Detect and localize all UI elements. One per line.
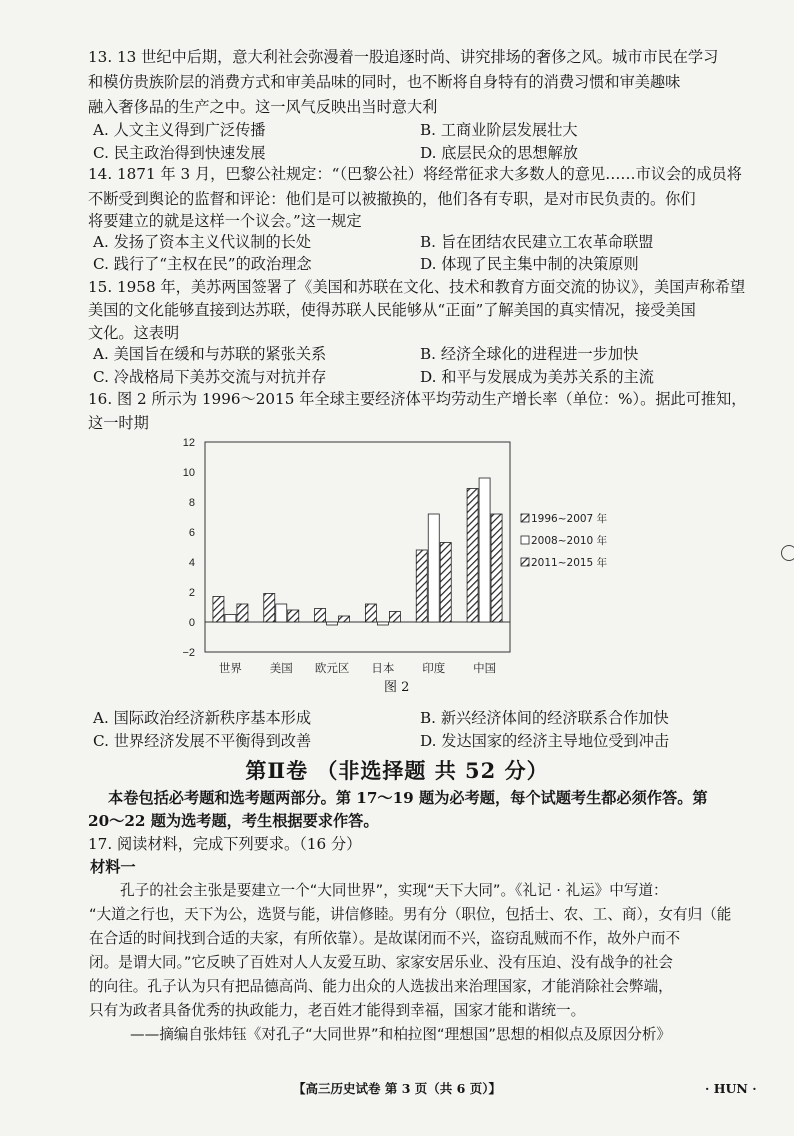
q15-option-b: B. 经济全球化的进程进一步加快 (420, 345, 639, 363)
legend-swatch (521, 558, 529, 566)
plot-frame (205, 442, 510, 652)
material-line-3: 在合适的时间找到合适的夫家，有所依靠）。是故谋闭而不兴，盗窃乱贼而不作，故外户而不 (89, 930, 681, 947)
material-label: 材料一 (90, 858, 136, 876)
x-tick-label: 印度 (422, 661, 446, 675)
q16-option-d: D. 发达国家的经济主导地位受到冲击 (420, 732, 670, 750)
q13-option-d: D. 底层民众的思想解放 (420, 144, 578, 162)
legend-label: 2011~2015 年 (531, 557, 608, 569)
material-line-1: 孔子的社会主张是要建立一个“大同世界”，实现“天下大同”。《礼记 · 礼运》中写道： (120, 882, 668, 899)
bar-日本-2 (389, 612, 400, 623)
material-line-2: “大道之行也，天下为公，选贤与能，讲信修睦。男有分（职位，包括士、农、工、商），女有归（能 (89, 906, 732, 923)
section-intro-line-1: 本卷包括必考题和选考题两部分。第 17～19 题为必考题，每个试题考生都必须作答。第 (108, 789, 708, 807)
bar-印度-0 (416, 550, 427, 622)
q15-option-a: A. 美国旨在缓和与苏联的紧张关系 (93, 345, 327, 363)
x-tick-label: 日本 (371, 661, 395, 675)
q13-line-2: 和模仿贵族阶层的消费方式和审美品味的同时，也不断将自身特有的消费习惯和审美趣味 (88, 73, 681, 91)
q14-option-c: C. 践行了“主权在民”的政治理念 (93, 255, 312, 273)
y-tick-label: 0 (188, 617, 195, 629)
q16-option-a: A. 国际政治经济新秩序基本形成 (93, 709, 312, 727)
material-line-5: 的向往。孔子认为只有把品德高尚、能力出众的人选拔出来治理国家，才能消除社会弊端， (89, 978, 673, 995)
bar-欧元区-2 (339, 616, 350, 622)
q15-line-1: 15. 1958 年，美苏两国签署了《美国和苏联在文化、技术和教育方面交流的协议》，美国声称希望 (88, 278, 746, 296)
y-tick-label: 6 (188, 527, 195, 539)
x-tick-label: 中国 (473, 661, 497, 675)
legend-label: 2008~2010 年 (531, 535, 608, 547)
legend-swatch (521, 536, 529, 544)
bar-中国-2 (491, 514, 502, 622)
x-tick-label: 美国 (269, 661, 293, 675)
q13-option-c: C. 民主政治得到快速发展 (93, 144, 266, 162)
bar-世界-1 (225, 615, 236, 623)
q16-option-b: B. 新兴经济体间的经济联系合作加快 (420, 709, 669, 727)
y-tick-label: −2 (182, 647, 195, 659)
q15-line-2: 美国的文化能够直接到达苏联，使得苏联人民能够从“正面”了解美国的真实情况，接受美国 (88, 301, 696, 319)
material-line-6: 只有为政者具备优秀的执政能力，老百姓才能得到幸福，国家才能和谐统一。 (89, 1002, 586, 1019)
bar-印度-1 (428, 514, 439, 622)
q14-line-3: 将要建立的就是这样一个议会。”这一规定 (88, 212, 362, 230)
bar-美国-0 (264, 594, 275, 623)
bar-世界-2 (237, 604, 248, 622)
material-line-4: 闭。是谓大同。”它反映了百姓对人人友爱互助、家家安居乐业、没有压迫、没有战争的社会 (89, 954, 674, 971)
q15-option-d: D. 和平与发展成为美苏关系的主流 (420, 368, 654, 386)
q13-line-1: 13. 13 世纪中后期，意大利社会弥漫着一股追逐时尚、讲究排场的奢侈之风。城市市民在学习 (88, 48, 719, 66)
legend-swatch (521, 514, 529, 522)
bar-欧元区-0 (315, 609, 326, 623)
q13-option-a: A. 人文主义得到广泛传播 (93, 121, 266, 139)
bar-中国-1 (479, 478, 490, 622)
section-intro-line-2: 20～22 题为选考题，考生根据要求作答。 (88, 812, 379, 830)
x-tick-label: 世界 (218, 661, 242, 675)
bar-日本-0 (365, 604, 376, 622)
productivity-bar-chart (160, 430, 630, 680)
q17-stem: 17. 阅读材料，完成下列要求。（16 分） (88, 835, 362, 853)
y-tick-label: 10 (182, 467, 195, 479)
binding-hole-mark (781, 545, 794, 561)
q14-option-d: D. 体现了民主集中制的决策原则 (420, 255, 639, 273)
y-tick-label: 4 (188, 557, 195, 569)
bar-中国-0 (467, 489, 478, 623)
q16-line-1: 16. 图 2 所示为 1996～2015 年全球主要经济体平均劳动生产增长率（单位：%）。据此可推知， (88, 390, 747, 408)
bar-日本-1 (377, 622, 388, 625)
bar-美国-1 (276, 604, 287, 622)
q15-line-3: 文化。这表明 (88, 324, 180, 342)
q14-line-1: 14. 1871 年 3 月，巴黎公社规定：“（巴黎公社）将经常征求大多数人的意见……市议会的成员将 (88, 165, 742, 183)
footer-code: · HUN · (705, 1081, 757, 1096)
figure-caption: 图 2 (384, 680, 410, 695)
q14-line-2: 不断受到舆论的监督和评论：他们是可以被撤换的，他们各有专职，是对市民负责的。你们 (88, 190, 696, 208)
bar-世界-0 (213, 597, 224, 623)
y-tick-label: 2 (188, 587, 195, 599)
legend-label: 1996~2007 年 (531, 513, 608, 525)
bar-印度-2 (440, 543, 451, 623)
material-source: ——摘编自张炜钰《对孔子“大同世界”和柏拉图“理想国”思想的相似点及原因分析》 (130, 1026, 672, 1043)
bar-美国-2 (288, 610, 299, 622)
q13-line-3: 融入奢侈品的生产之中。这一风气反映出当时意大利 (88, 98, 438, 116)
q15-option-c: C. 冷战格局下美苏交流与对抗并存 (93, 368, 327, 386)
bar-欧元区-1 (327, 622, 338, 625)
y-tick-label: 8 (188, 497, 195, 509)
y-tick-label: 12 (182, 437, 195, 449)
q16-line-2: 这一时期 (88, 414, 149, 432)
page-footer: 【高三历史试卷 第 3 页（共 6 页）】 (293, 1081, 501, 1096)
q16-option-c: C. 世界经济发展不平衡得到改善 (93, 732, 312, 750)
section-title: 第Ⅱ卷 （非选择题 共 52 分） (245, 758, 549, 783)
q13-option-b: B. 工商业阶层发展壮大 (420, 121, 578, 139)
q14-option-a: A. 发扬了资本主义代议制的长处 (93, 233, 312, 251)
q14-option-b: B. 旨在团结农民建立工农革命联盟 (420, 233, 654, 251)
x-tick-label: 欧元区 (314, 661, 350, 675)
